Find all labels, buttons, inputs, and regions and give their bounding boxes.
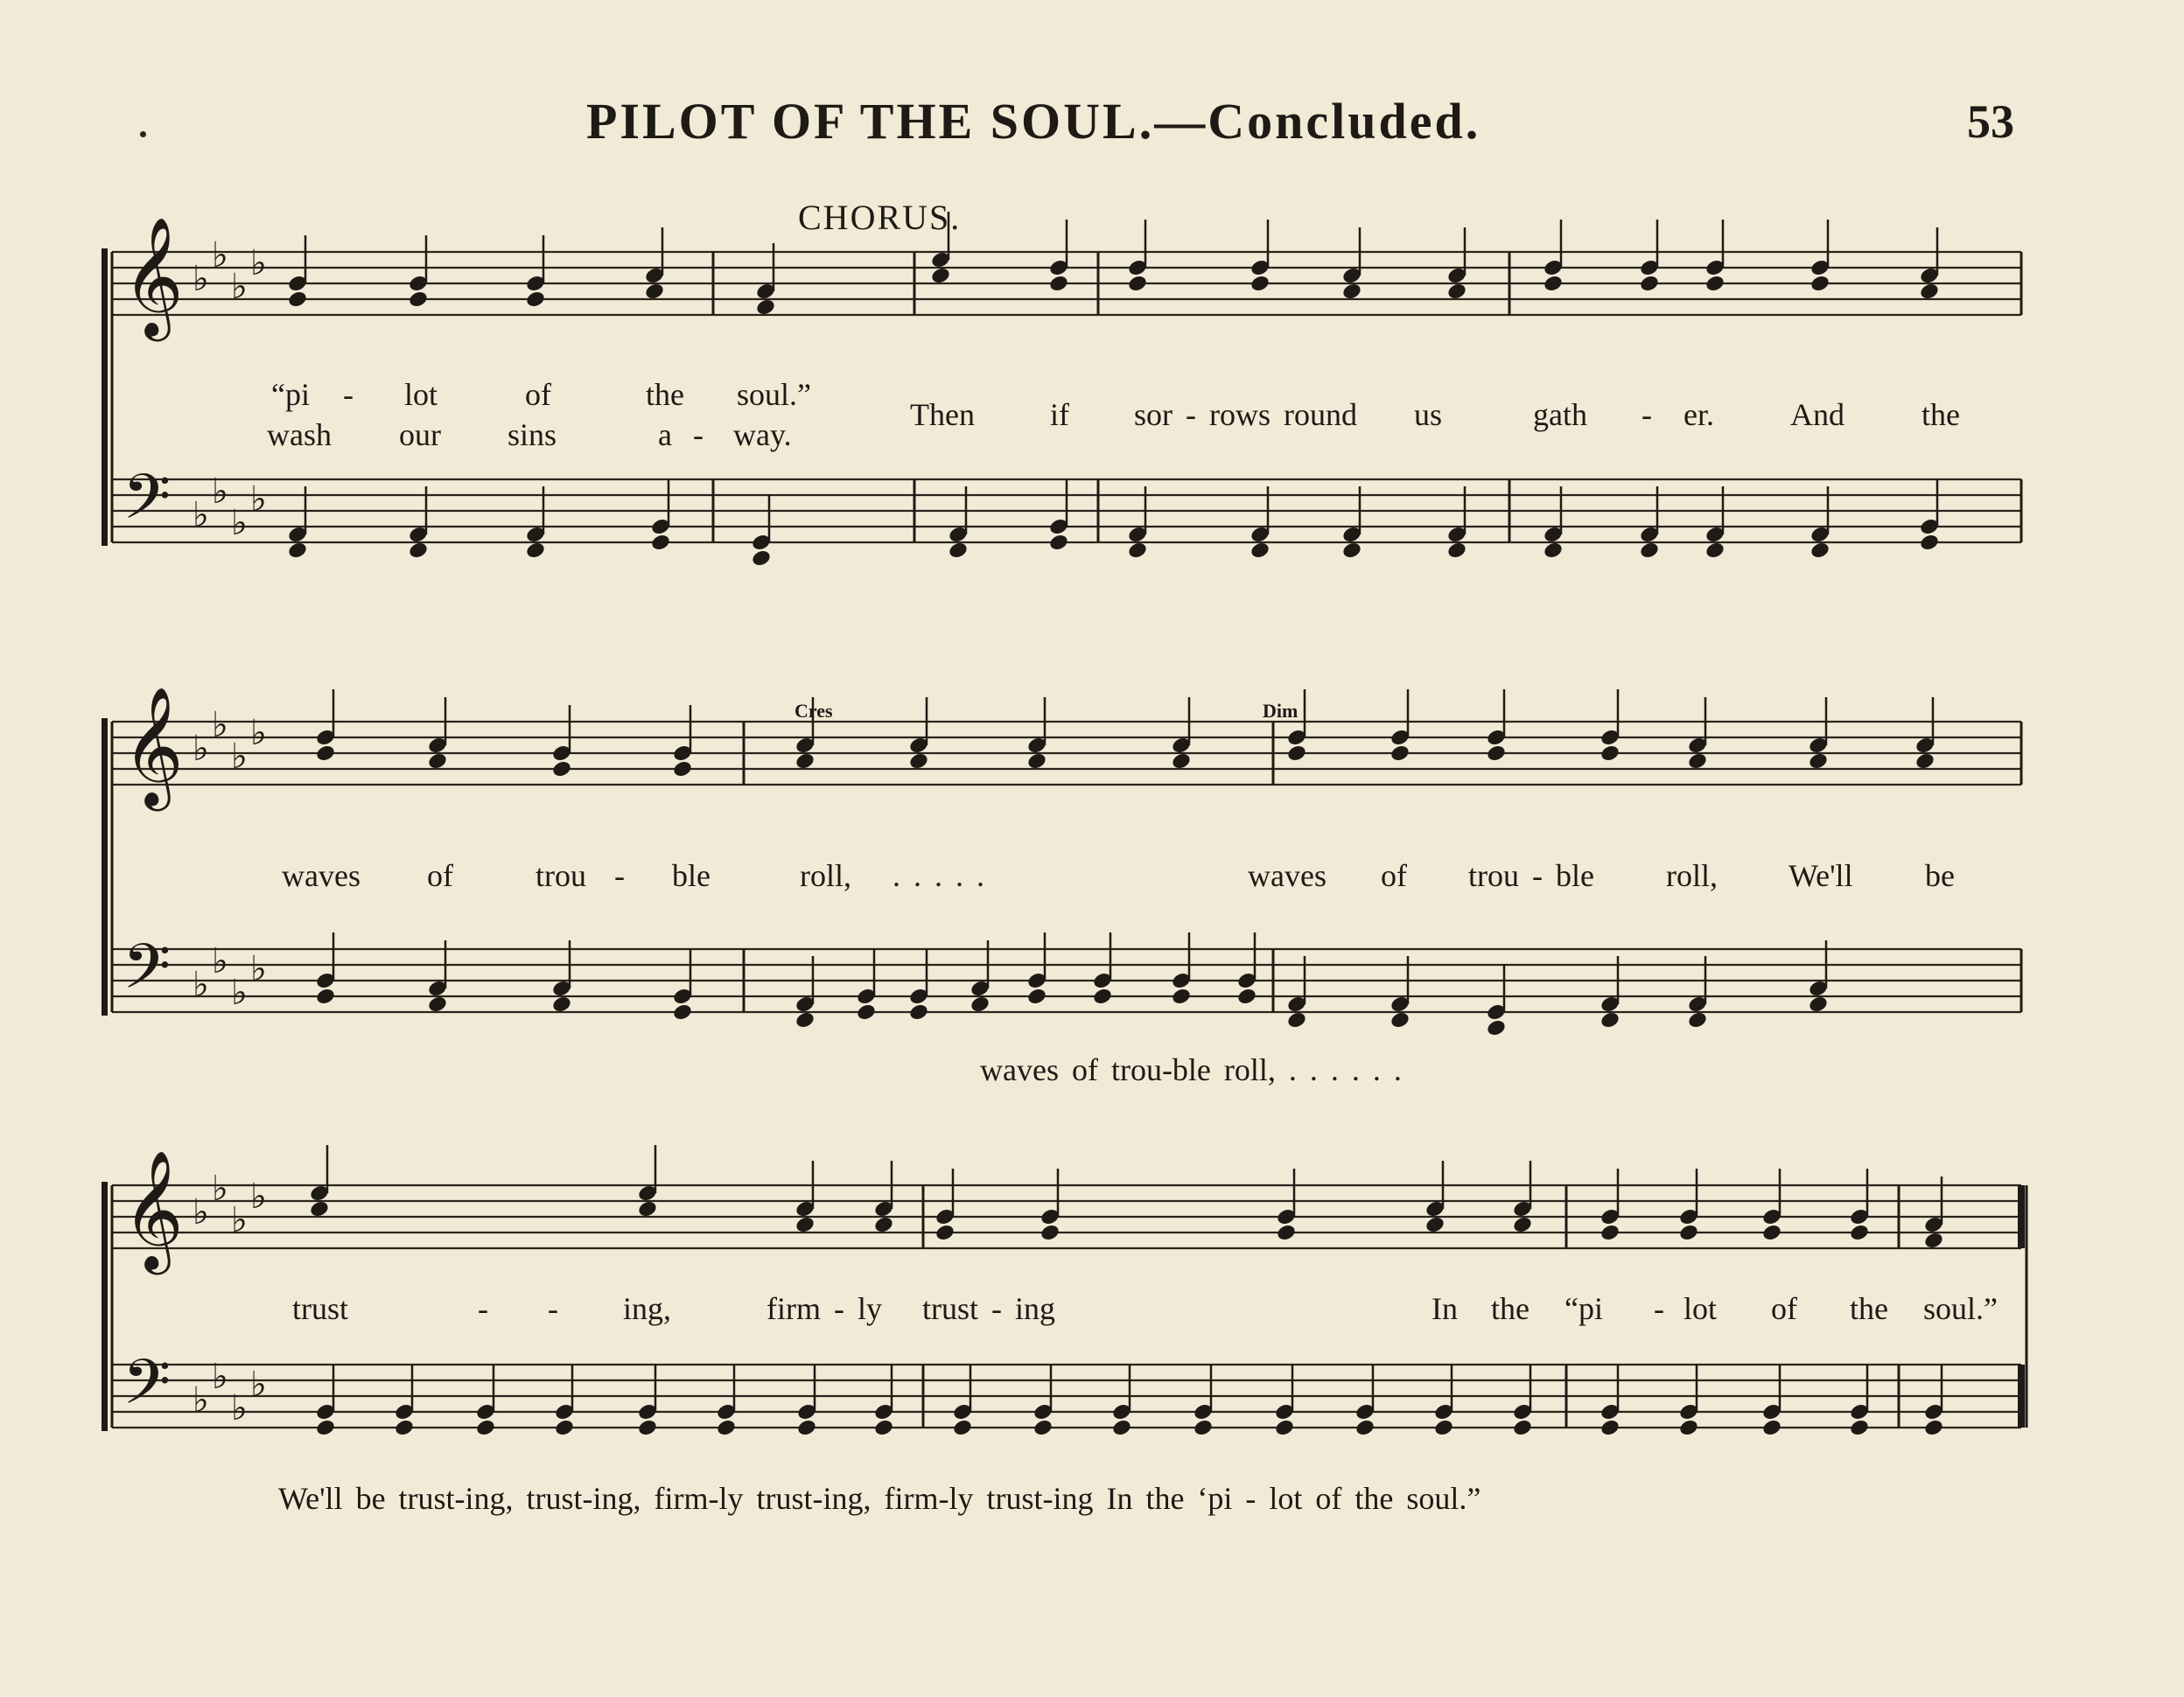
flat-sign-s2-bass-3: ♭ bbox=[250, 949, 267, 989]
note-head-lower-s1-treble-7 bbox=[1127, 274, 1148, 293]
system-brace-s1 bbox=[102, 248, 108, 546]
note-head-lower-s1-bass-12 bbox=[1639, 541, 1660, 560]
note-head-lower-s1-treble-0 bbox=[287, 290, 308, 309]
note-head-lower-s1-treble-15 bbox=[1919, 282, 1940, 301]
lyric-s2-6: . . . . . bbox=[892, 858, 984, 893]
note-head-lower-s3-treble-6 bbox=[1276, 1223, 1297, 1242]
lyric-s3-13: soul.” bbox=[1923, 1291, 1998, 1326]
note-head-lower-s3-bass-10 bbox=[1111, 1418, 1132, 1437]
lyric-s1b-4: - bbox=[693, 417, 704, 452]
section-label: CHORUS. bbox=[798, 198, 962, 237]
lyric-s1c-4: gath bbox=[1533, 397, 1587, 432]
note-head-lower-s2-treble-7 bbox=[1171, 751, 1192, 771]
note-head-lower-s1-treble-8 bbox=[1250, 274, 1270, 293]
lyric-s2-bass: waves of trou-ble roll, . . . . . . bbox=[980, 1052, 1402, 1087]
note-head-lower-s2-treble-3 bbox=[672, 759, 693, 779]
lyric-s1c-2: sor - rows round bbox=[1134, 397, 1357, 432]
dim-marking: Dim bbox=[1263, 700, 1298, 722]
note-head-lower-s1-treble-13 bbox=[1704, 274, 1726, 293]
note-head-lower-s1-bass-0 bbox=[287, 541, 308, 560]
note-head-lower-s3-bass-16 bbox=[1600, 1418, 1620, 1437]
note-head-lower-s3-treble-0 bbox=[309, 1199, 330, 1219]
note-head-lower-s3-bass-14 bbox=[1433, 1418, 1454, 1437]
note-head-lower-s1-treble-12 bbox=[1639, 274, 1660, 293]
flat-sign-s3-treble-1: ♭ bbox=[212, 1169, 228, 1209]
note-head-lower-s2-treble-0 bbox=[315, 744, 336, 763]
note-head-lower-s2-treble-6 bbox=[1026, 751, 1047, 771]
note-head-lower-s3-treble-9 bbox=[1600, 1223, 1620, 1242]
note-head-lower-s1-bass-8 bbox=[1250, 541, 1270, 560]
note-head-lower-s2-treble-4 bbox=[794, 751, 816, 771]
note-head-lower-s3-treble-4 bbox=[934, 1223, 956, 1242]
lyric-s2-12: be bbox=[1925, 858, 1955, 893]
note-head-lower-s2-bass-2 bbox=[551, 995, 572, 1014]
note-head-lower-s2-bass-17 bbox=[1808, 995, 1829, 1014]
page-number: 53 bbox=[1967, 95, 2014, 148]
lyric-s2-5: roll, bbox=[800, 858, 851, 893]
lyric-s3-11: of bbox=[1771, 1291, 1797, 1326]
flat-sign-s3-bass-2: ♭ bbox=[231, 1388, 248, 1428]
note-head-lower-s1-bass-2 bbox=[525, 541, 546, 560]
bass-clef-s2: 𝄢 bbox=[122, 931, 172, 1018]
flat-sign-s3-treble-0: ♭ bbox=[192, 1192, 209, 1233]
treble-clef-s1: 𝄞 bbox=[122, 215, 184, 336]
note-head-lower-s1-bass-14 bbox=[1810, 541, 1830, 560]
flat-sign-s2-treble-1: ♭ bbox=[212, 705, 228, 745]
note-head-lower-s2-treble-13 bbox=[1808, 751, 1829, 771]
lyric-s3-12: the bbox=[1850, 1291, 1888, 1326]
lyric-s3-8: “pi bbox=[1564, 1291, 1603, 1326]
note-head-lower-s2-treble-2 bbox=[551, 759, 572, 779]
flat-sign-s1-treble-0: ♭ bbox=[192, 259, 209, 299]
note-head-lower-s3-treble-13 bbox=[1923, 1231, 1944, 1250]
note-head-lower-s1-treble-1 bbox=[408, 290, 429, 309]
treble-clef-s2: 𝄞 bbox=[122, 685, 184, 806]
lyric-s3-6: In bbox=[1432, 1291, 1458, 1326]
note-head-lower-s2-treble-11 bbox=[1600, 744, 1620, 763]
note-head-lower-s2-bass-7 bbox=[970, 995, 990, 1014]
note-head-lower-s3-bass-15 bbox=[1512, 1418, 1533, 1437]
lyric-s1c-1: if bbox=[1050, 397, 1069, 432]
note-head-lower-s1-treble-5 bbox=[930, 266, 951, 285]
note-head-lower-s2-bass-1 bbox=[427, 995, 448, 1014]
note-head-lower-s3-bass-0 bbox=[315, 1418, 336, 1437]
flat-sign-s3-treble-3: ♭ bbox=[250, 1177, 267, 1217]
flat-sign-s1-treble-3: ♭ bbox=[250, 243, 267, 283]
lyric-s3-5: trust - ing bbox=[922, 1291, 1055, 1326]
system-brace-s3 bbox=[102, 1182, 108, 1431]
flat-sign-s1-bass-1: ♭ bbox=[212, 471, 228, 512]
note-head-lower-s3-bass-5 bbox=[716, 1418, 737, 1437]
note-head-lower-s1-bass-9 bbox=[1341, 541, 1362, 560]
note-head-lower-s1-bass-13 bbox=[1704, 541, 1726, 560]
note-head-lower-s1-bass-11 bbox=[1543, 541, 1564, 560]
note-head-lower-s3-bass-1 bbox=[394, 1418, 415, 1437]
note-head-lower-s1-treble-6 bbox=[1048, 274, 1069, 293]
lyric-s1a-1: - bbox=[343, 377, 354, 412]
lyric-s2-3: - bbox=[614, 858, 625, 893]
flat-sign-s2-bass-2: ♭ bbox=[231, 973, 248, 1013]
note-head-lower-s1-bass-10 bbox=[1446, 541, 1467, 560]
note-head-lower-s1-bass-15 bbox=[1919, 533, 1940, 552]
note-head-lower-s2-bass-13 bbox=[1390, 1010, 1410, 1030]
note-head-lower-s3-treble-5 bbox=[1040, 1223, 1060, 1242]
note-head-lower-s1-bass-3 bbox=[650, 533, 671, 552]
note-head-lower-s1-bass-7 bbox=[1127, 541, 1148, 560]
lyric-s1c-8: the bbox=[1922, 397, 1960, 432]
lyric-s1a-0: “pi bbox=[271, 377, 310, 412]
lyric-s1c-6: er. bbox=[1684, 397, 1714, 432]
lyric-s2-2: trou bbox=[536, 858, 586, 893]
lyric-s1a-5: soul.” bbox=[737, 377, 811, 412]
note-head-lower-s2-bass-4 bbox=[794, 1010, 816, 1030]
note-head-lower-s1-treble-9 bbox=[1341, 282, 1362, 301]
note-head-lower-s3-bass-9 bbox=[1032, 1418, 1054, 1437]
note-head-lower-s1-treble-14 bbox=[1810, 274, 1830, 293]
note-head-lower-s3-bass-20 bbox=[1923, 1418, 1944, 1437]
lyric-s3-bass: We'll be trust-ing, trust-ing, firm-ly trust-ing, firm-ly trust-ing In the ‘pi - lot of the soul.” bbox=[278, 1481, 1481, 1516]
lyric-s3-0: trust bbox=[292, 1291, 349, 1326]
note-head-lower-s3-bass-11 bbox=[1193, 1418, 1214, 1437]
lyric-s3-10: lot bbox=[1684, 1291, 1718, 1326]
lyric-s1a-3: of bbox=[525, 377, 551, 412]
lyric-s1b-1: our bbox=[399, 417, 441, 452]
lyric-s1c-7: And bbox=[1790, 397, 1844, 432]
note-head-lower-s2-treble-9 bbox=[1390, 744, 1410, 763]
note-head-lower-s3-bass-12 bbox=[1274, 1418, 1295, 1437]
lyric-s1b-5: way. bbox=[733, 417, 792, 452]
flat-sign-s1-bass-0: ♭ bbox=[192, 495, 209, 535]
note-head-lower-s2-treble-10 bbox=[1486, 744, 1507, 763]
flat-sign-s3-bass-0: ♭ bbox=[192, 1380, 209, 1421]
flat-sign-s1-bass-3: ♭ bbox=[250, 479, 267, 520]
note-head-lower-s2-bass-8 bbox=[1026, 987, 1047, 1006]
bass-clef-s3: 𝄢 bbox=[122, 1346, 172, 1434]
note-head-lower-s3-treble-8 bbox=[1512, 1215, 1533, 1234]
note-head-lower-s1-treble-10 bbox=[1446, 282, 1467, 301]
treble-clef-s3: 𝄞 bbox=[122, 1149, 184, 1269]
note-head-lower-s3-bass-19 bbox=[1849, 1418, 1870, 1437]
note-head-lower-s2-bass-14 bbox=[1486, 1018, 1507, 1037]
note-head-lower-s1-treble-2 bbox=[525, 290, 546, 309]
note-head-lower-s3-bass-8 bbox=[952, 1418, 973, 1437]
note-head-lower-s2-bass-9 bbox=[1092, 987, 1113, 1006]
lyric-s3-3: ing, bbox=[623, 1291, 672, 1326]
note-head-lower-s3-bass-2 bbox=[475, 1418, 496, 1437]
flat-sign-s3-bass-1: ♭ bbox=[212, 1357, 228, 1397]
lyric-s3-1: - bbox=[478, 1291, 488, 1326]
flat-sign-s2-treble-2: ♭ bbox=[231, 737, 248, 777]
note-head-lower-s1-bass-5 bbox=[948, 541, 969, 560]
lyric-s3-9: - bbox=[1654, 1291, 1664, 1326]
note-head-lower-s2-treble-1 bbox=[427, 751, 448, 771]
lyric-s3-4: firm - ly bbox=[766, 1291, 882, 1326]
note-head-lower-s3-bass-17 bbox=[1678, 1418, 1699, 1437]
note-head-lower-s2-treble-14 bbox=[1914, 751, 1936, 771]
system-brace-s2 bbox=[102, 718, 108, 1016]
flat-sign-s3-treble-2: ♭ bbox=[231, 1200, 248, 1240]
note-head-lower-s3-treble-12 bbox=[1849, 1223, 1870, 1242]
flat-sign-s1-treble-2: ♭ bbox=[231, 267, 248, 307]
flat-sign-s2-bass-1: ♭ bbox=[212, 941, 228, 981]
note-head-lower-s2-bass-6 bbox=[908, 1002, 929, 1022]
lyric-s1a-2: lot bbox=[404, 377, 438, 412]
note-head-lower-s2-treble-5 bbox=[908, 751, 929, 771]
cres-marking: Cres bbox=[794, 700, 833, 722]
note-head-lower-s3-treble-1 bbox=[637, 1199, 658, 1219]
flat-sign-s2-bass-0: ♭ bbox=[192, 965, 209, 1005]
note-head-lower-s2-treble-12 bbox=[1687, 751, 1708, 771]
flat-sign-s2-treble-3: ♭ bbox=[250, 713, 267, 753]
note-head-lower-s2-bass-10 bbox=[1171, 987, 1192, 1006]
lyric-s1a-4: the bbox=[646, 377, 684, 412]
note-head-lower-s2-treble-8 bbox=[1286, 744, 1307, 763]
lyric-s2-10: roll, bbox=[1666, 858, 1718, 893]
note-head-lower-s2-bass-0 bbox=[315, 987, 336, 1006]
lyric-s2-0: waves bbox=[282, 858, 360, 893]
lyric-s2-11: We'll bbox=[1788, 858, 1853, 893]
lyric-s1b-3: a bbox=[658, 417, 672, 452]
lyric-s1b-2: sins bbox=[508, 417, 557, 452]
lyric-s2-7: waves bbox=[1248, 858, 1326, 893]
note-head-lower-s2-bass-5 bbox=[856, 1002, 877, 1022]
note-head-lower-s3-treble-2 bbox=[794, 1215, 816, 1234]
note-head-lower-s3-bass-6 bbox=[796, 1418, 817, 1437]
note-head-lower-s3-bass-18 bbox=[1761, 1418, 1782, 1437]
lyric-s1c-3: us bbox=[1414, 397, 1443, 432]
note-head-lower-s3-treble-10 bbox=[1678, 1223, 1699, 1242]
lyric-s2-4: ble bbox=[672, 858, 710, 893]
lyric-s2-9: trou - ble bbox=[1468, 858, 1594, 893]
lyric-s1b-0: wash bbox=[267, 417, 332, 452]
flat-sign-s3-bass-3: ♭ bbox=[250, 1365, 267, 1405]
note-head-lower-s2-bass-11 bbox=[1236, 987, 1257, 1006]
note-head-lower-s2-bass-3 bbox=[672, 1002, 693, 1022]
note-head-lower-s2-bass-16 bbox=[1687, 1010, 1708, 1030]
flat-sign-s1-bass-2: ♭ bbox=[231, 503, 248, 543]
note-head-lower-s3-bass-3 bbox=[554, 1418, 575, 1437]
note-head-lower-s1-bass-6 bbox=[1048, 533, 1069, 552]
note-head-lower-s3-treble-7 bbox=[1424, 1215, 1446, 1234]
note-head-lower-s1-treble-3 bbox=[644, 282, 665, 301]
lyric-s1c-5: - bbox=[1642, 397, 1652, 432]
page-title: PILOT OF THE SOUL.—Concluded. bbox=[586, 93, 1481, 150]
lyric-s3-2: - bbox=[548, 1291, 558, 1326]
note-head-lower-s2-bass-12 bbox=[1286, 1010, 1307, 1030]
note-head-lower-s2-bass-15 bbox=[1600, 1010, 1620, 1030]
lyric-s2-1: of bbox=[427, 858, 453, 893]
flat-sign-s1-treble-1: ♭ bbox=[212, 235, 228, 276]
note-head-lower-s3-treble-3 bbox=[873, 1215, 894, 1234]
note-head-lower-s3-bass-7 bbox=[873, 1418, 894, 1437]
bass-clef-s1: 𝄢 bbox=[122, 461, 172, 548]
lyric-s1c-0: Then bbox=[910, 397, 975, 432]
lyric-s3-7: the bbox=[1491, 1291, 1530, 1326]
note-head-lower-s1-bass-1 bbox=[408, 541, 429, 560]
note-head-lower-s3-bass-13 bbox=[1354, 1418, 1376, 1437]
flat-sign-s2-treble-0: ♭ bbox=[192, 729, 209, 769]
note-head-lower-s1-bass-4 bbox=[751, 548, 772, 568]
lyric-s2-8: of bbox=[1381, 858, 1407, 893]
note-head-lower-s1-treble-11 bbox=[1543, 274, 1564, 293]
note-head-lower-s3-treble-11 bbox=[1761, 1223, 1782, 1242]
note-head-lower-s3-bass-4 bbox=[637, 1418, 658, 1437]
note-head-lower-s1-treble-4 bbox=[755, 297, 776, 317]
